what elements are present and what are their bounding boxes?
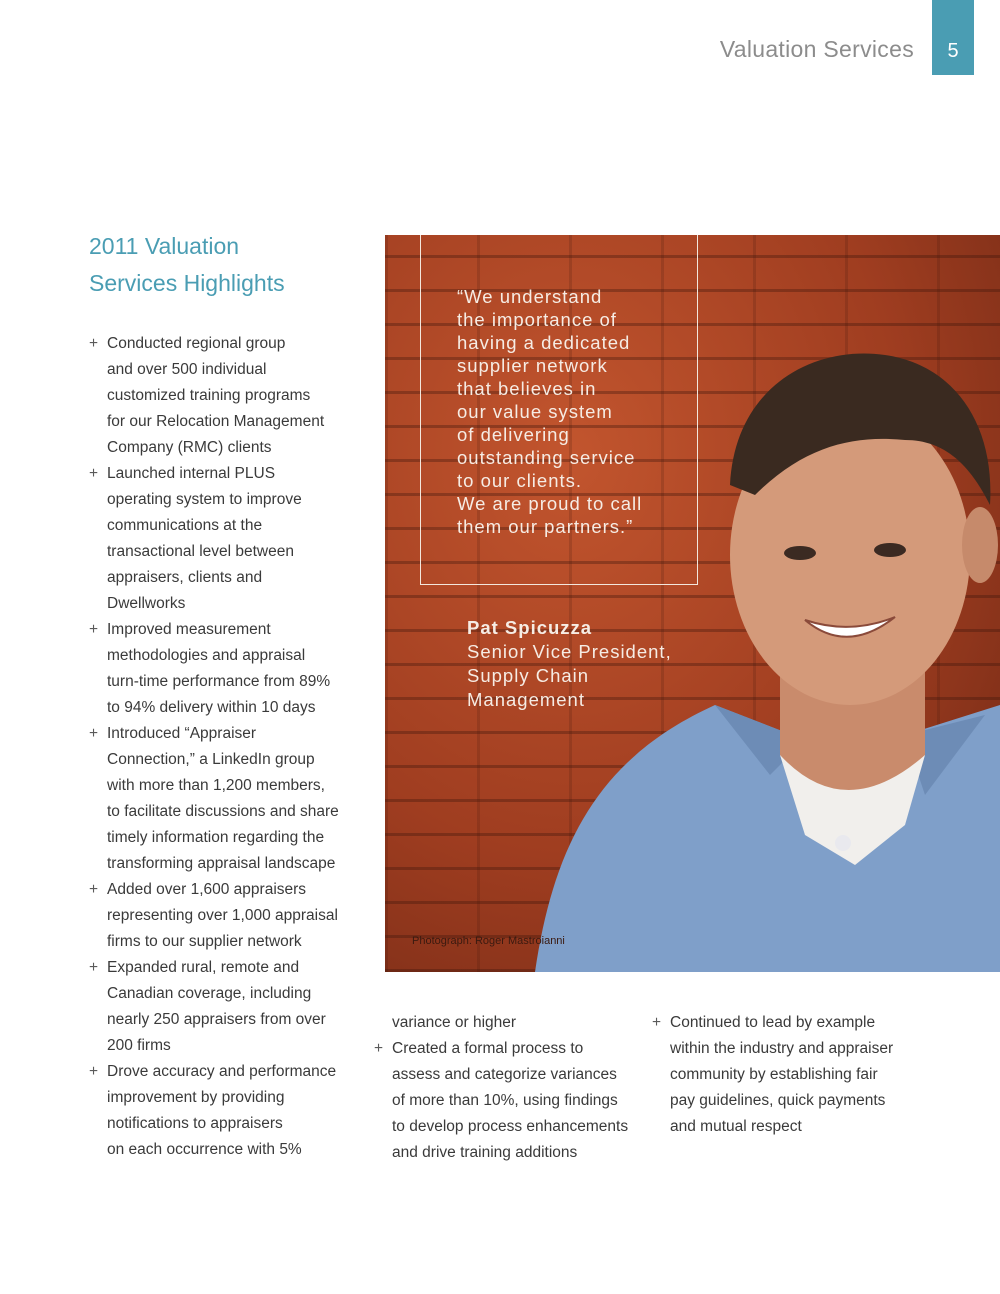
- quote-line: that believes in: [457, 378, 597, 399]
- quote-line: “We understand: [457, 286, 603, 307]
- running-header-title: Valuation Services: [719, 36, 914, 62]
- highlight-line: for our Relocation Management: [107, 413, 325, 430]
- highlight-line: 200 firms: [107, 1037, 171, 1054]
- highlight-line: within the industry and appraiser: [670, 1040, 894, 1057]
- highlight-bullet-line: + Launched internal PLUS: [89, 461, 349, 487]
- highlight-line: Company (RMC) clients: [107, 439, 272, 456]
- highlight-line: nearly 250 appraisers from over: [107, 1011, 326, 1028]
- role-line: Supply Chain: [467, 665, 590, 686]
- highlights-column-2: [374, 1010, 634, 1166]
- highlight-line: communications at the: [107, 517, 263, 534]
- person-name: Pat Spicuzza: [467, 617, 593, 638]
- quote-line: of delivering: [457, 424, 570, 445]
- highlight-line: firms to our supplier network: [107, 933, 302, 950]
- highlights-column-1: [89, 331, 349, 1163]
- highlight-bullet-line: + Conducted regional group: [89, 331, 349, 357]
- section-title-line: 2011 Valuation: [89, 233, 240, 259]
- highlight-line: to 94% delivery within 10 days: [107, 699, 316, 716]
- highlight-line: appraisers, clients and: [107, 569, 263, 586]
- quote-line: to our clients.: [457, 470, 583, 491]
- role-line: Management: [467, 689, 585, 710]
- highlight-line: representing over 1,000 appraisal: [107, 907, 338, 924]
- highlight-line: timely information regarding the: [107, 829, 325, 846]
- highlight-line: transforming appraisal landscape: [107, 855, 336, 872]
- page-number: 5: [947, 40, 959, 62]
- highlight-bullet-line: + Continued to lead by example: [652, 1010, 912, 1036]
- quote-line: having a dedicated: [457, 332, 631, 353]
- person-role: [467, 640, 697, 712]
- quote-line: We are proud to call: [457, 493, 643, 514]
- highlight-bullet-line: + Added over 1,600 appraisers: [89, 877, 349, 903]
- highlight-line: methodologies and appraisal: [107, 647, 306, 664]
- highlight-line: Canadian coverage, including: [107, 985, 312, 1002]
- quote-line: supplier network: [457, 355, 608, 376]
- highlight-line: community by establishing fair: [670, 1066, 878, 1083]
- highlight-line: customized training programs: [107, 387, 311, 404]
- highlight-line: and drive training additions: [392, 1144, 578, 1161]
- shirt-button: [835, 835, 851, 851]
- eye-left: [784, 546, 816, 560]
- quote-line: our value system: [457, 401, 613, 422]
- highlight-bullet-line: + Drove accuracy and performance: [89, 1059, 349, 1085]
- quote-line: outstanding service: [457, 447, 636, 468]
- highlight-line: and mutual respect: [670, 1118, 802, 1135]
- portrait-photo: [385, 235, 1000, 972]
- highlight-line: improvement by providing: [107, 1089, 285, 1106]
- highlight-line: notifications to appraisers: [107, 1115, 283, 1132]
- photo-credit: Photograph: Roger Mastroianni: [412, 935, 565, 947]
- highlight-bullet-line: + Created a formal process to: [374, 1036, 634, 1062]
- eye-right: [874, 543, 906, 557]
- pull-quote: [457, 285, 687, 538]
- role-line: Senior Vice President,: [467, 641, 672, 662]
- highlight-line: of more than 10%, using findings: [392, 1092, 618, 1109]
- page-number-tab: [932, 0, 974, 75]
- highlight-line: to facilitate discussions and share: [107, 803, 339, 820]
- highlight-line: and over 500 individual: [107, 361, 267, 378]
- quote-line: them our partners.”: [457, 516, 634, 537]
- highlight-line: turn-time performance from 89%: [107, 673, 331, 690]
- highlight-line: to develop process enhancements: [392, 1118, 629, 1135]
- highlight-line: assess and categorize variances: [392, 1066, 617, 1083]
- highlight-bullet-line: + Expanded rural, remote and: [89, 955, 349, 981]
- highlight-line: Dwellworks: [107, 595, 186, 612]
- highlight-line: transactional level between: [107, 543, 294, 560]
- highlights-column-3: [652, 1010, 912, 1140]
- highlight-line: Connection,” a LinkedIn group: [107, 751, 315, 768]
- highlight-line: with more than 1,200 members,: [107, 777, 325, 794]
- highlight-line: variance or higher: [392, 1014, 517, 1031]
- highlight-line: pay guidelines, quick payments: [670, 1092, 886, 1109]
- section-title: [89, 228, 369, 302]
- quote-line: the importance of: [457, 309, 617, 330]
- highlight-bullet-line: + Introduced “Appraiser: [89, 721, 349, 747]
- section-title-line: Services Highlights: [89, 270, 285, 296]
- ear-shape: [962, 507, 998, 583]
- highlight-line: operating system to improve: [107, 491, 302, 508]
- highlight-bullet-line: + Improved measurement: [89, 617, 349, 643]
- highlight-line: on each occurrence with 5%: [107, 1141, 302, 1158]
